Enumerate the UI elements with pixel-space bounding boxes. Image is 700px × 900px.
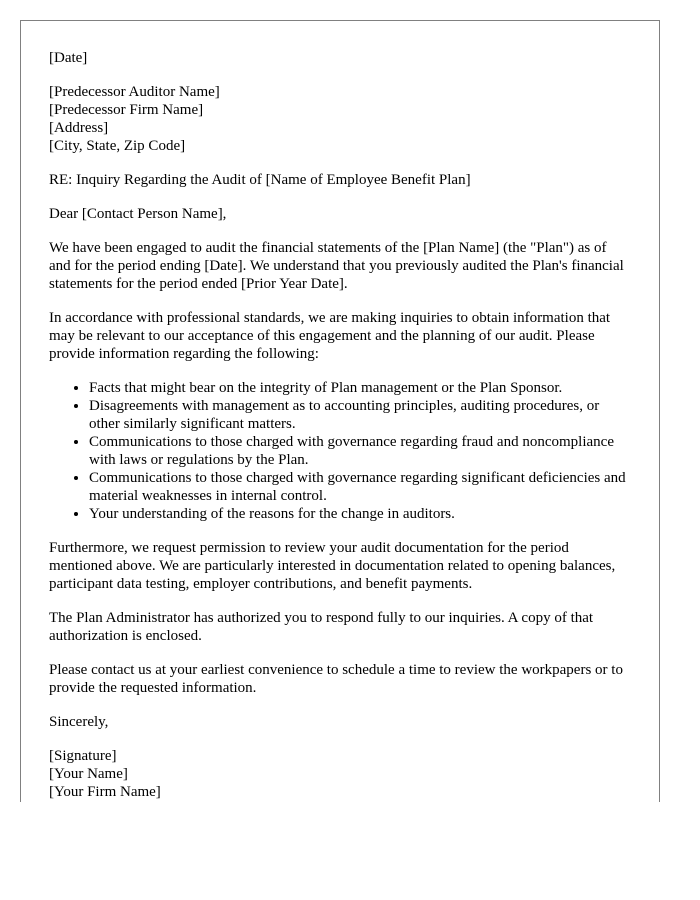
inquiry-list xyxy=(49,379,631,523)
closing: Sincerely, xyxy=(49,714,109,730)
inquiry-list-item: • Disagreements with management as to accounting principles, auditing procedures, or other similarly significant matters. xyxy=(89,397,631,433)
sender-name: [Your Name] xyxy=(49,766,128,782)
signature-placeholder: [Signature] xyxy=(49,748,117,764)
contact-request-paragraph: Please contact us at your earliest convenience to schedule a time to review the workpapers or to provide the requested information. xyxy=(49,662,623,696)
signature-block xyxy=(49,747,631,801)
recipient-address-block xyxy=(49,83,631,155)
recipient-city-state-zip: [City, State, Zip Code] xyxy=(49,138,186,154)
letter-page xyxy=(20,20,660,802)
inquiry-list-item: • Communications to those charged with governance regarding fraud and noncompliance with laws or regulations by the Plan. xyxy=(89,433,631,469)
recipient-name: [Predecessor Auditor Name] xyxy=(49,84,220,100)
inquiry-list-item: • Communications to those charged with governance regarding significant deficiencies and material weaknesses in internal control. xyxy=(89,469,631,505)
inquiry-list-item: • Facts that might bear on the integrity of Plan management or the Plan Sponsor. xyxy=(89,379,631,397)
recipient-address: [Address] xyxy=(49,120,109,136)
documentation-request-paragraph: Furthermore, we request permission to review your audit documentation for the period mentioned above. We are particularly interested in documentation related to opening balances, participant data testing, employer contributions, and benefit payments. xyxy=(49,540,616,592)
letter-date: [Date] xyxy=(49,50,88,66)
subject-line: RE: Inquiry Regarding the Audit of [Name of Employee Benefit Plan] xyxy=(49,172,471,188)
inquiry-intro-paragraph: In accordance with professional standards, we are making inquiries to obtain information that may be relevant to our acceptance of this engagement and the planning of our audit. Please provide information regarding the following: xyxy=(49,310,611,362)
engagement-paragraph: We have been engaged to audit the financial statements of the [Plan Name] (the "Plan") as of and for the period ending [Date]. We understand that you previously audited the Plan's financial statements for the period ended [Prior Year Date]. xyxy=(49,240,624,292)
sender-firm: [Your Firm Name] xyxy=(49,784,161,800)
salutation: Dear [Contact Person Name], xyxy=(49,206,227,222)
authorization-paragraph: The Plan Administrator has authorized you to respond fully to our inquiries. A copy of that authorization is enclosed. xyxy=(49,610,594,644)
inquiry-list-item: • Your understanding of the reasons for the change in auditors. xyxy=(89,505,631,523)
recipient-firm: [Predecessor Firm Name] xyxy=(49,102,204,118)
